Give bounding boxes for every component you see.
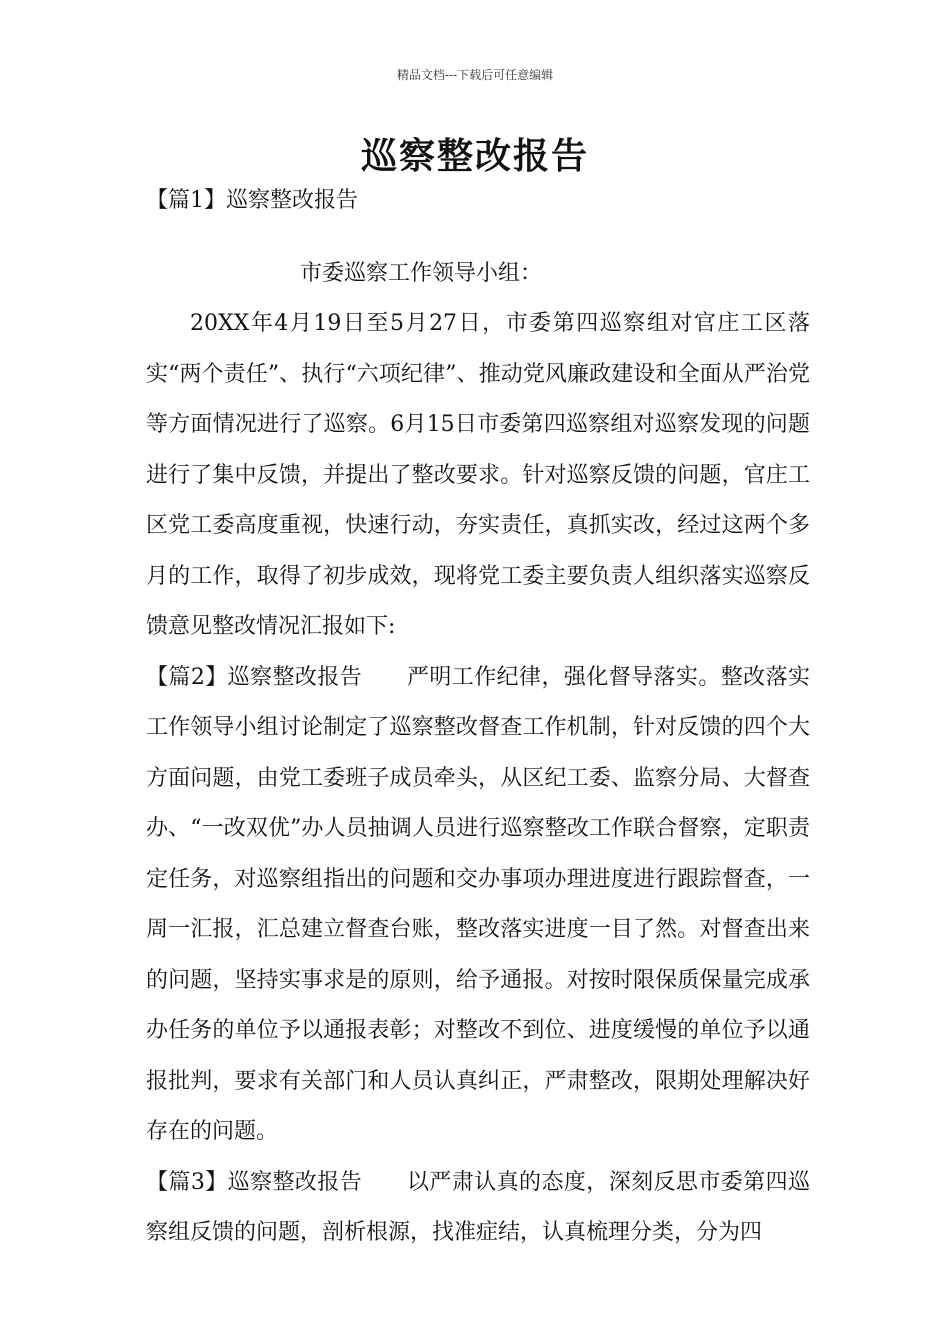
header-note: 精品文档---下载后可任意编辑 <box>396 68 554 82</box>
paragraph-1: 20XX年4月19日至5月27日，市委第四巡察组对官庄工区落实“两个责任”、执行“六项纪律”、推动党风廉政建设和全面从严治党等方面情况进行了巡察。6月15日市委第四巡察组对巡察发现的问题进行了集中反馈，并提出了整改要求。针对巡察反馈的问题，官庄工区党工委高度重视，快速行动，夯实责任，真抓实改，经过这两个多月的工作，取得了初步成效，现将党工委主要负责人组织落实巡察反馈意见整改情况汇报如下: <box>146 311 810 639</box>
document-body <box>146 176 810 1259</box>
page-title: 巡察整改报告 <box>360 136 589 177</box>
paragraph-3: 【篇3】巡察整改报告 以严肃认真的态度，深刻反思市委第四巡察组反馈的问题，剖析根源，找准症结，认真梳理分类，分为四 <box>146 1169 810 1245</box>
salutation: 市委巡察工作领导小组： <box>300 260 543 286</box>
paragraph-2: 【篇2】巡察整改报告 严明工作纪律，强化督导落实。整改落实工作领导小组讨论制定了巡察整改督查工作机制，针对反馈的四个大方面问题，由党工委班子成员牵头，从区纪工委、监察分局、大督查办、“一改双优”办人员抽调人员进行巡察整改工作联合督察，定职责定任务，对巡察组指出的问题和交办事项办理进度进行跟踪督查，一周一汇报，汇总建立督查台账，整改落实进度一目了然。对督查出来的问题，坚持实事求是的原则，给予通报。对按时限保质保量完成承办任务的单位予以通报表彰；对整改不到位、进度缓慢的单位予以通报批判，要求有关部门和人员认真纠正，严肃整改，限期处理解决好存在的问题。 <box>146 664 810 1144</box>
section-heading-1: 【篇1】巡察整改报告 <box>146 188 358 213</box>
